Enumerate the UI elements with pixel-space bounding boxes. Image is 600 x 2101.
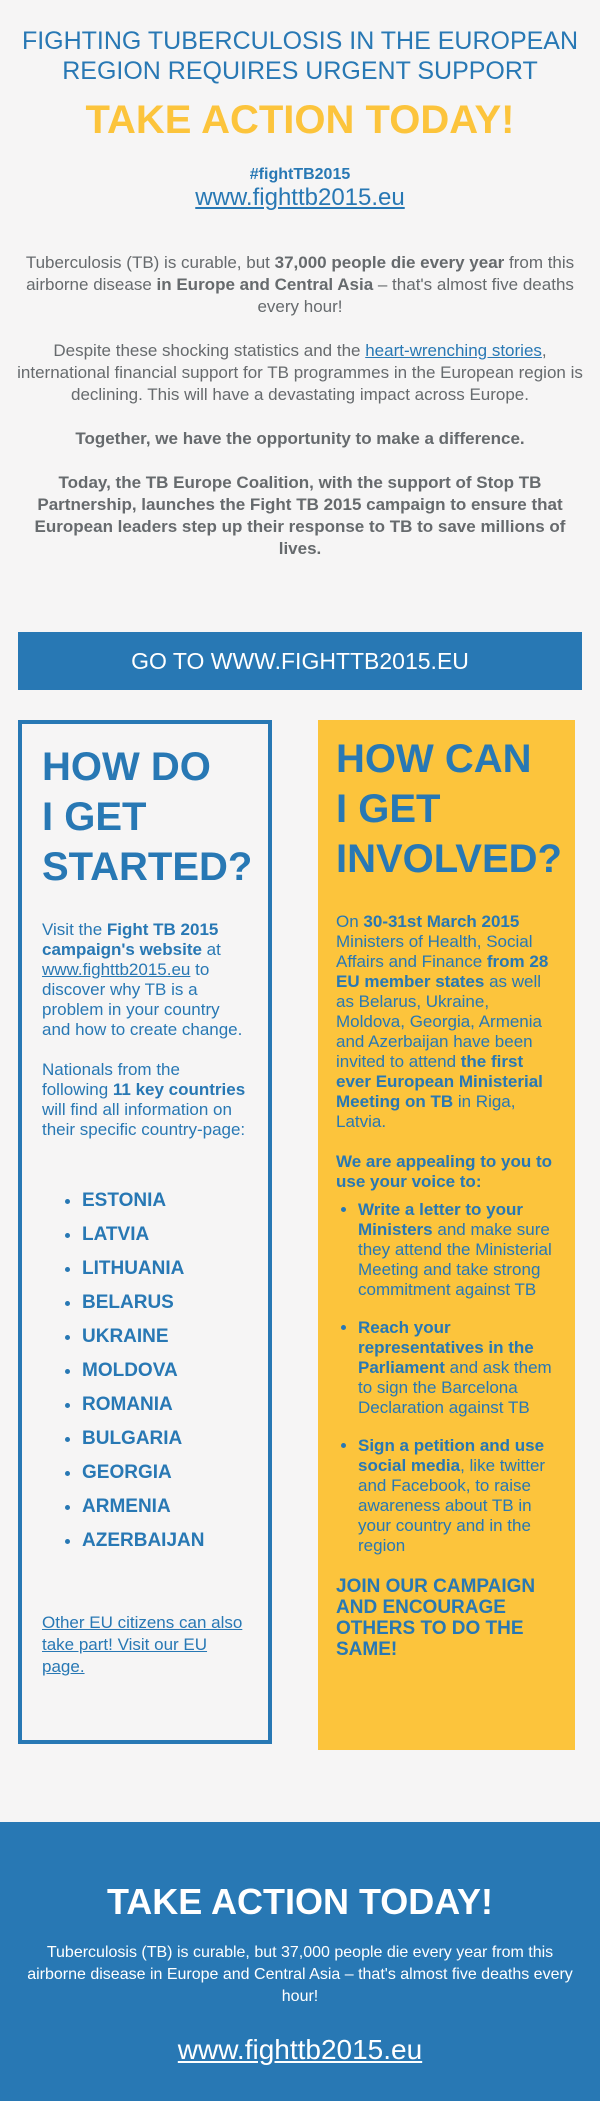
country-item[interactable]: • BULGARIA [82, 1422, 250, 1456]
country-item[interactable]: • ROMANIA [82, 1388, 250, 1422]
website-link[interactable]: www.fighttb2015.eu [195, 184, 405, 211]
country-item[interactable]: • LATVIA [82, 1218, 250, 1252]
country-list [42, 1184, 250, 1558]
footer-take-action-heading: TAKE ACTION TODAY! [106, 1881, 493, 1922]
start-paragraph-1: Visit the Fight TB 2015 campaign's website at www.fighttb2015.eu to discover why TB is a problem in your country and how to create change. [42, 920, 243, 1039]
header [0, 0, 600, 212]
country-item[interactable]: • AZERBAIJAN [82, 1524, 250, 1558]
go-to-website-button[interactable]: GO TO WWW.FIGHTTB2015.EU [18, 632, 582, 690]
footer-text: Tuberculosis (TB) is curable, but 37,000 people die every year from this airborne disease in Europe and Central Asia – that's almost five deaths every hour! [27, 1944, 573, 2005]
join-campaign-text: JOIN OUR CAMPAIGN AND ENCOURAGE OTHERS TO DO THE SAME! [336, 1576, 536, 1660]
action-list [336, 1200, 557, 1556]
appeal-text: We are appealing to you to use your voice to: [336, 1152, 552, 1191]
stories-link[interactable]: heart-wrenching stories [365, 341, 542, 360]
page-title: FIGHTING TUBERCULOSIS IN THE EUROPEAN REGION REQUIRES URGENT SUPPORT [21, 27, 579, 85]
country-item[interactable]: • ESTONIA [82, 1184, 250, 1218]
get-involved-text [336, 912, 557, 1660]
action-item: • Reach your representatives in the Parliament and ask them to sign the Barcelona Declaration against TB [358, 1318, 557, 1418]
take-action-heading: TAKE ACTION TODAY! [85, 98, 515, 142]
hashtag: #fightTB2015 [249, 166, 351, 183]
how-to-start-text [42, 920, 250, 1140]
intro-paragraph-3: Together, we have the opportunity to make a difference. [75, 429, 525, 448]
country-item[interactable]: • GEORGIA [82, 1456, 250, 1490]
action-item: • Sign a petition and use social media, like twitter and Facebook, to raise awareness about TB in your country and in the region [358, 1436, 557, 1556]
start-paragraph-2: Nationals from the following 11 key countries will find all information on their specific country-page: [42, 1060, 246, 1139]
campaign-website-link[interactable]: www.fighttb2015.eu [42, 960, 191, 979]
how-to-get-involved-title: HOW CAN I GET INVOLVED? [336, 737, 562, 881]
country-item[interactable]: • BELARUS [82, 1286, 250, 1320]
eu-page-link[interactable]: Other EU citizens can also take part! Visit our EU page. [42, 1613, 243, 1676]
footer [0, 1822, 600, 2101]
intro-text [15, 252, 585, 560]
country-item[interactable]: • UKRAINE [82, 1320, 250, 1354]
how-to-start-title: HOW DO I GET STARTED? [42, 745, 253, 889]
meeting-paragraph: On 30-31st March 2015 Ministers of Health, Social Affairs and Finance from 28 EU member states as well as Belarus, Ukraine, Moldova, Georgia, Armenia and Azerbaijan have been invited to attend the first ever European Ministerial Meeting on TB in Riga, Latvia. [336, 912, 549, 1131]
how-to-get-involved-panel [318, 720, 575, 1750]
intro-paragraph-1: Tuberculosis (TB) is curable, but 37,000 people die every year from this airborne disease in Europe and Central Asia – that's almost five deaths every hour! [25, 253, 575, 316]
intro-paragraph-4: Today, the TB Europe Coalition, with the support of Stop TB Partnership, launches the Fight TB 2015 campaign to ensure that European leaders step up their response to TB to save millions of lives. [34, 473, 566, 558]
country-item[interactable]: • LITHUANIA [82, 1252, 250, 1286]
how-to-start-panel [18, 720, 272, 1744]
country-item[interactable]: • MOLDOVA [82, 1354, 250, 1388]
footer-website-link[interactable]: www.fighttb2015.eu [177, 2034, 423, 2065]
country-item[interactable]: • ARMENIA [82, 1490, 250, 1524]
action-item: • Write a letter to your Ministers and make sure they attend the Ministerial Meeting and take strong commitment against TB [358, 1200, 557, 1300]
intro-paragraph-2: Despite these shocking statistics and the heart-wrenching stories, international financial support for TB programmes in the European region is declining. This will have a devastating impact across Europe. [17, 341, 583, 404]
